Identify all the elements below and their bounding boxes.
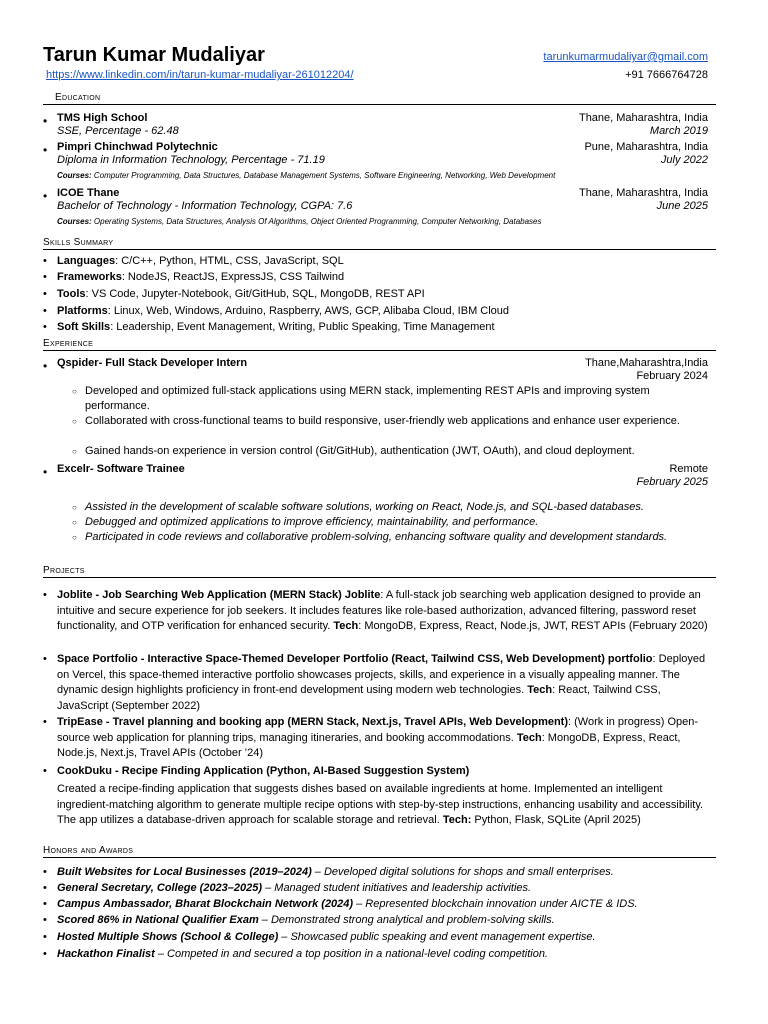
project-item: • Space Portfolio - Interactive Space-Themed Developer Portfolio (React, Tailwind CSS, Web Development) portfolio: Deployed on Vercel, this space-themed interactive portfolio showcases projects, skills, and experience in a visually appealing manner. The dynamic design highlights proficiency in front-end development using modern web technologies. Tech: React, Tailwind CSS, JavaScript (September 2022) bbox=[43, 653, 706, 712]
skills-heading: Skills Summary bbox=[43, 237, 716, 250]
job-point: ○ Collaborated with cross-functional teams to build responsive, user-friendly web applications and enhance user experience. bbox=[72, 415, 680, 427]
honor-item: • Scored 86% in National Qualifier Exam – Demonstrated strong analytical and problem-solving skills. bbox=[43, 914, 555, 926]
job-point: ○ Debugged and optimized applications to improve efficiency, maintainability, and performance. bbox=[72, 516, 539, 528]
degree: Diploma in Information Technology, Percentage - 71.19 bbox=[57, 154, 325, 166]
honor-item: • Built Websites for Local Businesses (2019–2024) – Developed digital solutions for shops and small enterprises. bbox=[43, 866, 614, 878]
candidate-name: Tarun Kumar Mudaliyar bbox=[43, 44, 265, 66]
school-location: Pune, Maharashtra, India bbox=[584, 141, 708, 153]
degree: SSE, Percentage - 62.48 bbox=[57, 125, 179, 137]
courses-line: Courses: Operating Systems, Data Structures, Analysis Of Algorithms, Object Oriented Programming, Computer Networking, Databases bbox=[57, 217, 542, 226]
job-date: February 2024 bbox=[636, 370, 708, 382]
school-location: Thane, Maharashtra, India bbox=[578, 187, 708, 199]
school-location: Thane, Maharashtra, India bbox=[578, 112, 708, 124]
date: June 2025 bbox=[656, 200, 708, 212]
bullet-icon: • bbox=[43, 143, 48, 157]
job-point: ○ Developed and optimized full-stack applications using MERN stack, implementing REST APIs and improving system performance. bbox=[72, 385, 650, 412]
date: March 2019 bbox=[649, 125, 708, 137]
email-link[interactable]: tarunkumarmudaliyar@gmail.com bbox=[543, 51, 708, 63]
degree: Bachelor of Technology - Information Technology, CGPA: 7.6 bbox=[57, 200, 353, 212]
project-item: • CookDuku - Recipe Finding Application (Python, AI-Based Suggestion System) bbox=[43, 765, 470, 777]
skill-item: • Languages: C/C++, Python, HTML, CSS, JavaScript, SQL bbox=[43, 255, 344, 267]
job-role: Qspider- Full Stack Developer Intern bbox=[57, 357, 248, 369]
job-location: Thane,Maharashtra,India bbox=[585, 357, 708, 369]
bullet-icon: • bbox=[43, 465, 48, 479]
job-point: ○ Gained hands-on experience in version control (Git/GitHub), authentication (JWT, OAuth), and cloud deployment. bbox=[72, 445, 635, 457]
linkedin-link[interactable]: https://www.linkedin.com/in/tarun-kumar-mudaliyar-261012204/ bbox=[46, 69, 354, 81]
honor-item: • Hackathon Finalist – Competed in and secured a top position in a national-level coding competition. bbox=[43, 948, 548, 960]
bullet-icon: • bbox=[43, 189, 48, 203]
projects-heading: Projects bbox=[43, 565, 716, 578]
education-entry bbox=[43, 187, 708, 213]
skill-item: • Platforms: Linux, Web, Windows, Arduino, Raspberry, AWS, GCP, Alibaba Cloud, IBM Cloud bbox=[43, 305, 510, 317]
date: July 2022 bbox=[660, 154, 708, 166]
project-item: • TripEase - Travel planning and booking app (MERN Stack, Next.js, Travel APIs, Web Development): (Work in progress) Open-source web application for planning trips, managing itineraries, and booking accommodations. Tech: MongoDB, Express, React, Node.js, Next.js, Travel APIs (October ’24) bbox=[43, 716, 699, 759]
honors-heading: Honors and Awards bbox=[43, 845, 716, 858]
school-name: ICOE Thane bbox=[57, 187, 120, 199]
school-name: Pimpri Chinchwad Polytechnic bbox=[57, 141, 218, 153]
project-description: Created a recipe-finding application that suggests dishes based on available ingredients at home. Implemented an intelligent ingredient-matching algorithm to generate multiple recipe options with step-by-step instructions, enhancing usability and accessibility. The app utilizes a database-driven approach for scalable storage and retrieval. Tech: Python, Flask, SQLite (April 2025) bbox=[57, 783, 704, 826]
job-location: Remote bbox=[669, 463, 708, 475]
job-point: ○ Assisted in the development of scalable software solutions, working on React, Node.js, and SQL-based databases. bbox=[72, 501, 644, 513]
bullet-icon: • bbox=[43, 359, 48, 373]
skill-item: • Frameworks: NodeJS, ReactJS, ExpressJS, CSS Tailwind bbox=[43, 271, 345, 283]
skill-item: • Soft Skills: Leadership, Event Management, Writing, Public Speaking, Time Management bbox=[43, 321, 495, 333]
job-point: ○ Participated in code reviews and collaborative problem-solving, enhancing software quality and development standards. bbox=[72, 531, 668, 543]
project-item: • Joblite - Job Searching Web Application (MERN Stack) Joblite: A full-stack job searching web application designed to provide an intuitive and secure experience for job seekers. It includes features like role-based authorization, advanced filtering, password reset functionality, and OTP verification for enhanced security. Tech: MongoDB, Express, React, Node.js, JWT, REST APIs (February 2020) bbox=[43, 589, 708, 632]
job-entry bbox=[43, 463, 708, 489]
job-role: Excelr- Software Trainee bbox=[57, 463, 185, 475]
phone-number: +91 7666764728 bbox=[625, 69, 708, 81]
job-date: February 2025 bbox=[636, 476, 708, 488]
honor-item: • General Secretary, College (2023–2025) – Managed student initiatives and leadership activities. bbox=[43, 882, 532, 894]
job-entry bbox=[43, 357, 708, 383]
courses-line: Courses: Computer Programming, Data Structures, Database Management Systems, Software Engineering, Networking, Web Development bbox=[57, 171, 556, 180]
honor-item: • Hosted Multiple Shows (School & College) – Showcased public speaking and event management expertise. bbox=[43, 931, 596, 943]
skill-item: • Tools: VS Code, Jupyter-Notebook, Git/GitHub, SQL, MongoDB, REST API bbox=[43, 288, 425, 300]
education-entry bbox=[43, 112, 708, 138]
education-entry bbox=[43, 141, 708, 167]
school-name: TMS High School bbox=[57, 112, 148, 124]
experience-heading: Experience bbox=[43, 338, 716, 351]
honor-item: • Campus Ambassador, Bharat Blockchain Network (2024) – Represented blockchain innovation under AICTE & IDS. bbox=[43, 898, 638, 910]
education-heading: Education bbox=[43, 92, 716, 105]
bullet-icon: • bbox=[43, 114, 48, 128]
